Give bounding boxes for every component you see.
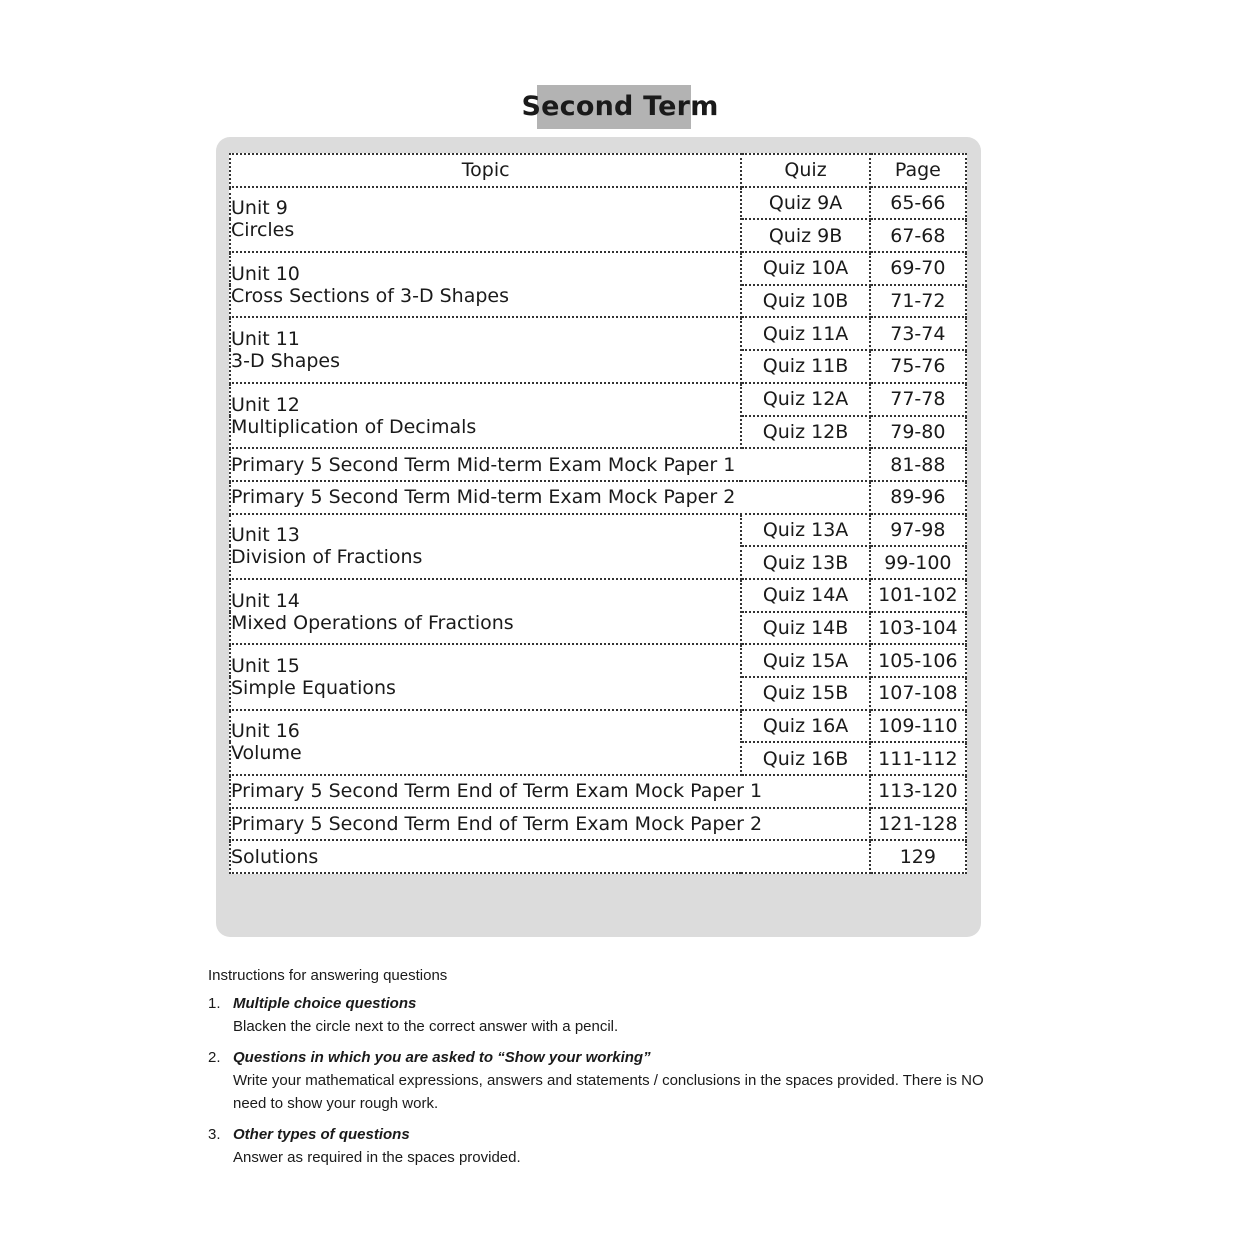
instruction-number: 3. (208, 1126, 221, 1143)
unit-number: Unit 12 (231, 393, 300, 416)
header-topic: Topic (230, 154, 741, 187)
table-row (230, 383, 966, 416)
unit-name: Mixed Operations of Fractions (231, 611, 514, 634)
quiz-cell: Quiz 10B (741, 285, 869, 318)
header-row (230, 154, 966, 187)
instruction-number: 1. (208, 995, 221, 1012)
paper-label: Primary 5 Second Term Mid-term Exam Mock Paper 1 (230, 448, 870, 481)
unit-cell (230, 514, 741, 579)
solutions-label: Solutions (230, 840, 870, 873)
quiz-cell: Quiz 14B (741, 612, 869, 645)
unit-name: 3-D Shapes (231, 350, 341, 373)
table-row (230, 187, 966, 220)
instruction-item (208, 992, 1008, 1038)
unit-name: Multiplication of Decimals (231, 415, 477, 438)
quiz-cell: Quiz 13B (741, 546, 869, 579)
table-row (230, 514, 966, 547)
page-cell: 103-104 (870, 612, 966, 645)
quiz-cell: Quiz 11B (741, 350, 869, 383)
table-row (230, 579, 966, 612)
page-cell: 97-98 (870, 514, 966, 547)
unit-cell (230, 710, 741, 775)
page-cell: 89-96 (870, 481, 966, 514)
title-wrap (0, 86, 1240, 128)
unit-cell (230, 383, 741, 448)
unit-number: Unit 10 (231, 262, 300, 285)
paper-label: Primary 5 Second Term End of Term Exam Mock Paper 2 (230, 808, 870, 841)
page-cell: 69-70 (870, 252, 966, 285)
page-cell: 107-108 (870, 677, 966, 710)
unit-name: Volume (231, 742, 302, 765)
quiz-cell: Quiz 15A (741, 644, 869, 677)
page-cell: 77-78 (870, 383, 966, 416)
quiz-cell: Quiz 13A (741, 514, 869, 547)
unit-number: Unit 11 (231, 328, 300, 351)
quiz-cell: Quiz 12B (741, 416, 869, 449)
unit-cell (230, 579, 741, 644)
page-cell: 79-80 (870, 416, 966, 449)
page-cell: 75-76 (870, 350, 966, 383)
table-row (230, 710, 966, 743)
table-row (230, 317, 966, 350)
unit-cell (230, 187, 741, 252)
instruction-item (208, 1123, 1008, 1169)
page-cell: 73-74 (870, 317, 966, 350)
page-cell: 113-120 (870, 775, 966, 808)
paper-label: Primary 5 Second Term Mid-term Exam Mock Paper 2 (230, 481, 870, 514)
quiz-cell: Quiz 10A (741, 252, 869, 285)
unit-cell (230, 252, 741, 317)
unit-name: Circles (231, 219, 295, 242)
unit-cell (230, 644, 741, 709)
header-quiz: Quiz (741, 154, 869, 187)
page-cell: 121-128 (870, 808, 966, 841)
table-row (230, 840, 966, 873)
page-cell: 67-68 (870, 219, 966, 252)
quiz-cell: Quiz 9A (741, 187, 869, 220)
unit-name: Cross Sections of 3-D Shapes (231, 284, 510, 307)
paper-label: Primary 5 Second Term End of Term Exam Mock Paper 1 (230, 775, 870, 808)
page-cell: 71-72 (870, 285, 966, 318)
instruction-desc: Answer as required in the spaces provided. (233, 1149, 521, 1166)
quiz-cell: Quiz 12A (741, 383, 869, 416)
page-cell: 101-102 (870, 579, 966, 612)
unit-number: Unit 15 (231, 655, 300, 677)
table-row (230, 775, 966, 808)
unit-name: Division of Fractions (231, 546, 423, 569)
instruction-desc: Write your mathematical expressions, answers and statements / conclusions in the spaces provided. There is NO need to show your rough work. (233, 1072, 984, 1112)
instruction-desc: Blacken the circle next to the correct answer with a pencil. (233, 1018, 619, 1035)
unit-number: Unit 9 (231, 197, 288, 220)
page-title: Second Term (521, 91, 719, 122)
unit-cell (230, 317, 741, 382)
page-cell: 109-110 (870, 710, 966, 743)
unit-number: Unit 16 (231, 720, 300, 743)
table-row (230, 644, 966, 677)
unit-number: Unit 14 (231, 589, 300, 612)
table-row (230, 252, 966, 285)
unit-name: Simple Equations (231, 677, 396, 699)
instructions-heading: Instructions for answering questions (208, 967, 448, 984)
instruction-number: 2. (208, 1049, 221, 1066)
instructions (208, 967, 1008, 1177)
page-cell: 99-100 (870, 546, 966, 579)
instruction-title: Multiple choice questions (233, 995, 417, 1012)
page-cell: 105-106 (870, 644, 966, 677)
instruction-title: Other types of questions (233, 1126, 410, 1143)
contents-table (229, 153, 967, 874)
unit-number: Unit 13 (231, 524, 300, 547)
header-page: Page (870, 154, 966, 187)
quiz-cell: Quiz 9B (741, 219, 869, 252)
page-cell: 65-66 (870, 187, 966, 220)
quiz-cell: Quiz 16A (741, 710, 869, 743)
instruction-title: Questions in which you are asked to “Show your working” (233, 1049, 651, 1066)
table-row (230, 448, 966, 481)
page-cell: 129 (870, 840, 966, 873)
table-row (230, 481, 966, 514)
quiz-cell: Quiz 14A (741, 579, 869, 612)
table-row (230, 808, 966, 841)
page-cell: 81-88 (870, 448, 966, 481)
instruction-item (208, 1046, 1008, 1115)
quiz-cell: Quiz 15B (741, 677, 869, 710)
quiz-cell: Quiz 16B (741, 742, 869, 775)
quiz-cell: Quiz 11A (741, 317, 869, 350)
page-cell: 111-112 (870, 742, 966, 775)
